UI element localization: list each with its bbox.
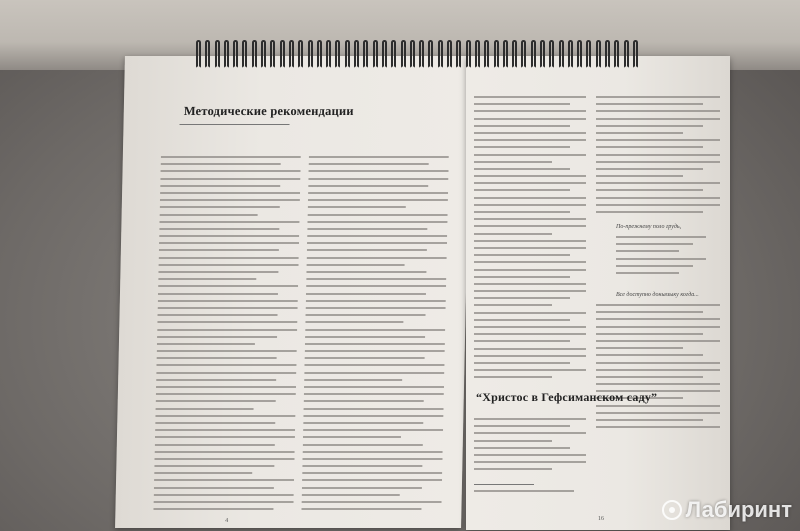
text-line — [161, 156, 301, 158]
text-line — [307, 257, 447, 259]
text-line — [304, 386, 444, 388]
text-line — [596, 139, 720, 141]
spiral-ring — [447, 40, 452, 68]
poem-block — [616, 236, 706, 276]
text-line — [159, 228, 279, 230]
spiral-ring — [261, 40, 266, 68]
spiral-ring — [326, 40, 331, 68]
text-line — [153, 508, 273, 510]
spiral-ring — [363, 40, 368, 68]
text-line — [159, 249, 279, 251]
text-line — [306, 293, 426, 295]
text-line — [302, 458, 442, 460]
text-line — [596, 383, 720, 385]
text-line — [596, 146, 703, 148]
text-line — [160, 199, 300, 201]
text-line — [474, 175, 586, 177]
text-line — [160, 214, 258, 216]
text-line — [474, 333, 586, 335]
spiral-ring — [503, 40, 508, 68]
text-line — [305, 343, 445, 345]
footnote-rule — [474, 484, 534, 485]
spiral-ring — [428, 40, 433, 68]
text-line — [596, 125, 703, 127]
text-line — [304, 400, 424, 402]
text-line — [616, 243, 693, 245]
text-line — [303, 422, 423, 424]
text-line — [157, 336, 277, 338]
spiral-ring — [298, 40, 303, 68]
text-line — [159, 242, 299, 244]
poem-line: Все доступно доньязыку когда... — [616, 292, 699, 298]
text-line — [474, 326, 586, 328]
text-line — [474, 461, 586, 463]
text-line — [474, 225, 586, 227]
text-line — [154, 458, 294, 460]
text-line — [307, 221, 447, 223]
text-line — [474, 96, 586, 98]
text-line — [308, 178, 448, 180]
text-line — [474, 376, 552, 378]
text-line — [306, 307, 446, 309]
text-line — [158, 271, 278, 273]
text-line — [160, 206, 280, 208]
text-line — [596, 333, 703, 335]
text-line — [157, 357, 277, 359]
text-line — [306, 271, 426, 273]
spiral-ring — [512, 40, 517, 68]
spiral-ring — [494, 40, 499, 68]
spiral-ring — [373, 40, 378, 68]
spiral-ring — [215, 40, 220, 68]
text-line — [158, 293, 278, 295]
text-line — [474, 432, 586, 434]
text-line — [474, 319, 570, 321]
text-line — [306, 300, 446, 302]
text-line — [596, 211, 703, 213]
text-line — [307, 235, 447, 237]
text-line — [304, 408, 444, 410]
text-line — [305, 357, 425, 359]
text-line — [596, 426, 720, 428]
text-line — [154, 472, 252, 474]
text-line — [305, 321, 403, 323]
text-line — [308, 192, 448, 194]
text-line — [307, 264, 405, 266]
text-line — [474, 297, 570, 299]
text-line — [596, 96, 720, 98]
text-line — [302, 472, 442, 474]
text-line — [474, 233, 552, 235]
text-line — [156, 386, 296, 388]
spiral-ring — [196, 40, 201, 68]
text-line — [155, 444, 275, 446]
text-line — [474, 168, 570, 170]
spiral-ring — [633, 40, 638, 68]
text-line — [596, 354, 703, 356]
text-line — [302, 501, 442, 503]
spiral-ring — [205, 40, 210, 68]
spiral-ring — [540, 40, 545, 68]
spiral-ring — [466, 40, 471, 68]
spiral-ring — [224, 40, 229, 68]
left-text-column-2 — [301, 156, 449, 516]
text-line — [474, 348, 586, 350]
spiral-ring — [475, 40, 480, 68]
text-line — [161, 170, 301, 172]
text-line — [474, 161, 552, 163]
text-line — [308, 206, 406, 208]
text-line — [159, 264, 299, 266]
text-line — [474, 269, 586, 271]
text-line — [596, 412, 720, 414]
spiral-ring — [596, 40, 601, 68]
text-line — [154, 501, 294, 503]
spiral-ring — [410, 40, 415, 68]
text-line — [307, 228, 427, 230]
text-line — [156, 400, 276, 402]
text-line — [596, 311, 703, 313]
text-line — [303, 436, 401, 438]
text-line — [474, 454, 586, 456]
spiral-ring — [614, 40, 619, 68]
spiral-ring — [456, 40, 461, 68]
text-line — [474, 218, 586, 220]
text-line — [308, 214, 448, 216]
text-line — [155, 415, 295, 417]
right-page — [466, 56, 730, 530]
text-line — [309, 163, 429, 165]
spiral-ring — [317, 40, 322, 68]
text-line — [158, 285, 298, 287]
spiral-ring — [419, 40, 424, 68]
spiral-ring — [484, 40, 489, 68]
text-line — [154, 479, 294, 481]
text-line — [596, 197, 720, 199]
text-line — [616, 236, 706, 238]
text-line — [302, 465, 422, 467]
text-line — [154, 494, 294, 496]
text-line — [159, 221, 299, 223]
text-line — [474, 139, 586, 141]
text-line — [596, 347, 683, 349]
text-line — [474, 103, 570, 105]
text-line — [302, 487, 422, 489]
text-line — [154, 465, 274, 467]
text-line — [305, 336, 425, 338]
text-line — [474, 154, 586, 156]
text-line — [155, 422, 275, 424]
text-line — [596, 182, 720, 184]
spiral-ring — [233, 40, 238, 68]
spiral-ring — [308, 40, 313, 68]
text-line — [474, 362, 570, 364]
text-line — [309, 156, 449, 158]
text-line — [596, 132, 683, 134]
text-line — [156, 379, 276, 381]
text-line — [596, 175, 683, 177]
text-line — [616, 265, 693, 267]
text-line — [158, 278, 256, 280]
text-line — [156, 408, 254, 410]
text-line — [160, 178, 300, 180]
left-text-column-1 — [153, 156, 301, 516]
text-line — [596, 326, 720, 328]
spiral-binding — [196, 40, 638, 76]
text-line — [158, 300, 298, 302]
text-line — [474, 204, 586, 206]
text-line — [155, 436, 295, 438]
text-line — [596, 161, 720, 163]
text-line — [596, 376, 703, 378]
text-line — [474, 447, 570, 449]
watermark-text: Лабиринт — [685, 497, 792, 522]
spiral-ring — [559, 40, 564, 68]
text-line — [160, 192, 300, 194]
text-line — [302, 479, 442, 481]
left-page — [115, 56, 471, 528]
text-line — [616, 258, 706, 260]
text-line — [474, 189, 570, 191]
text-line — [616, 250, 679, 252]
text-line — [158, 307, 298, 309]
text-line — [596, 118, 720, 120]
spiral-ring — [270, 40, 275, 68]
text-line — [304, 364, 444, 366]
text-line — [596, 340, 720, 342]
text-line — [474, 340, 570, 342]
text-line — [157, 321, 297, 323]
text-line — [303, 415, 443, 417]
text-line — [305, 314, 425, 316]
text-line — [474, 146, 570, 148]
text-line — [304, 379, 402, 381]
spiral-ring — [242, 40, 247, 68]
text-line — [309, 170, 449, 172]
spiral-ring — [382, 40, 387, 68]
text-line — [306, 278, 446, 280]
text-line — [596, 318, 720, 320]
text-line — [305, 329, 445, 331]
text-line — [596, 110, 720, 112]
text-line — [308, 185, 428, 187]
text-line — [474, 182, 586, 184]
text-line — [596, 304, 720, 306]
right-text-column-1 — [474, 96, 586, 386]
text-line — [474, 355, 586, 357]
text-line — [303, 429, 443, 431]
text-line — [474, 304, 552, 306]
text-line — [161, 163, 281, 165]
right-page-number: 16 — [598, 516, 604, 522]
text-line — [474, 211, 570, 213]
text-line — [307, 249, 427, 251]
text-line — [306, 285, 446, 287]
text-line — [474, 247, 586, 249]
text-line — [155, 451, 295, 453]
text-line — [474, 440, 552, 442]
text-line — [596, 204, 720, 206]
heading-rule — [179, 124, 289, 125]
spiral-ring — [586, 40, 591, 68]
text-line — [474, 369, 586, 371]
text-line — [156, 372, 296, 374]
text-line — [474, 110, 586, 112]
spiral-ring — [391, 40, 396, 68]
spiral-ring — [521, 40, 526, 68]
labirint-logo-icon — [662, 500, 682, 520]
text-line — [157, 343, 255, 345]
spiral-ring — [280, 40, 285, 68]
poem-line: По-прежнему поло грудь, — [616, 224, 682, 230]
text-line — [157, 329, 297, 331]
spiral-ring — [345, 40, 350, 68]
text-line — [303, 444, 423, 446]
text-line — [156, 364, 296, 366]
spiral-ring — [531, 40, 536, 68]
text-line — [596, 103, 703, 105]
text-line — [596, 369, 720, 371]
text-line — [474, 490, 574, 492]
footnote — [474, 490, 574, 500]
text-line — [155, 429, 295, 431]
text-line — [308, 199, 448, 201]
spiral-ring — [568, 40, 573, 68]
text-line — [160, 185, 280, 187]
text-line — [474, 132, 586, 134]
right-text-column-2b — [596, 304, 720, 434]
spiral-ring — [577, 40, 582, 68]
text-line — [474, 418, 586, 420]
text-line — [157, 350, 297, 352]
spiral-ring — [438, 40, 443, 68]
text-line — [474, 312, 586, 314]
text-line — [159, 235, 299, 237]
text-line — [303, 451, 443, 453]
spiral-ring — [354, 40, 359, 68]
text-line — [304, 372, 444, 374]
left-page-number: 4 — [225, 518, 229, 524]
text-line — [474, 240, 586, 242]
text-line — [157, 314, 277, 316]
right-text-column-3 — [474, 418, 586, 478]
text-line — [159, 257, 299, 259]
spiral-ring — [289, 40, 294, 68]
watermark — [662, 497, 792, 523]
text-line — [474, 425, 570, 427]
text-line — [474, 118, 586, 120]
text-line — [474, 290, 586, 292]
right-heading: “Христос в Гефсиманском саду” — [476, 390, 658, 404]
text-line — [154, 487, 274, 489]
text-line — [474, 283, 586, 285]
spiral-ring — [605, 40, 610, 68]
right-text-column-2 — [596, 96, 720, 216]
text-line — [596, 168, 703, 170]
text-line — [474, 276, 570, 278]
text-line — [302, 494, 400, 496]
spiral-ring — [549, 40, 554, 68]
text-line — [307, 242, 447, 244]
text-line — [304, 393, 444, 395]
spiral-ring — [252, 40, 257, 68]
left-heading: Методические рекомендации — [183, 104, 354, 118]
text-line — [596, 419, 703, 421]
text-line — [474, 254, 570, 256]
spiral-ring — [624, 40, 629, 68]
text-line — [305, 350, 445, 352]
text-line — [596, 154, 720, 156]
text-line — [616, 272, 679, 274]
text-line — [474, 125, 570, 127]
spiral-ring — [401, 40, 406, 68]
text-line — [474, 197, 586, 199]
text-line — [596, 189, 703, 191]
text-line — [474, 468, 552, 470]
text-line — [474, 261, 586, 263]
spiral-ring — [335, 40, 340, 68]
text-line — [596, 362, 720, 364]
text-line — [156, 393, 296, 395]
text-line — [301, 508, 421, 510]
